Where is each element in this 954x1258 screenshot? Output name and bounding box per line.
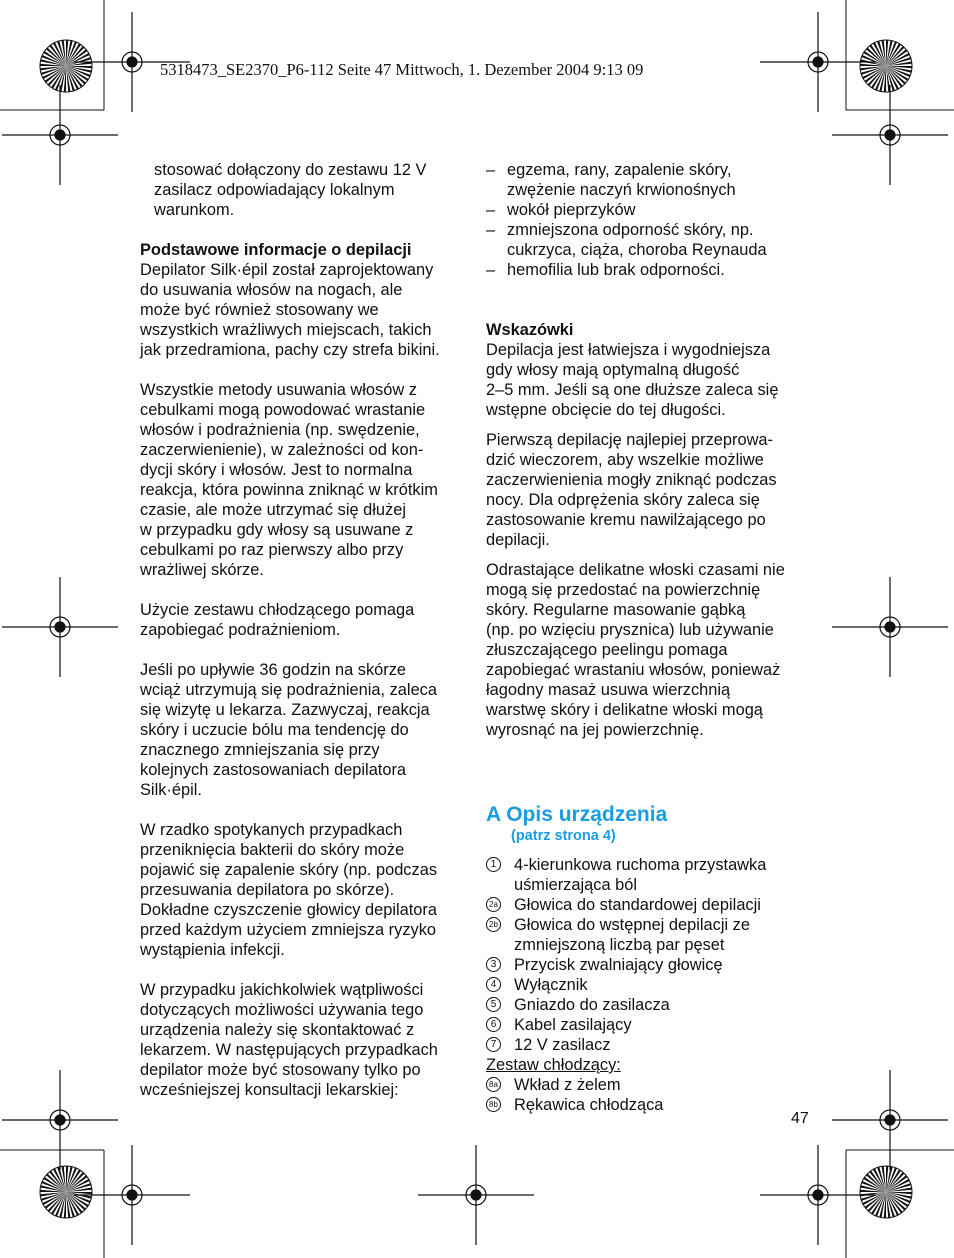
cooling-parts-list <box>486 1075 816 1115</box>
circled-number: 7 <box>486 1037 501 1052</box>
text-line: depilacji. <box>486 531 550 549</box>
text-line: zmniejszoną liczbą par pęset <box>514 936 725 954</box>
star-target-icon <box>860 1166 912 1218</box>
irritation-paragraph <box>140 660 470 800</box>
doubts-paragraph <box>140 980 470 1100</box>
list-item <box>486 1075 816 1095</box>
text-line: Głowica do wstępnej depilacji ze <box>514 916 750 934</box>
text-line: wrażliwej skórze. <box>140 561 264 579</box>
dash-marker: – <box>486 221 496 239</box>
text-line: Wkład z żelem <box>514 1076 621 1094</box>
registration-mark-icon <box>760 12 876 112</box>
registration-mark-icon <box>2 1070 118 1170</box>
list-item <box>486 895 816 915</box>
text-line: mogą się przedostać na powierzchnię <box>486 581 761 599</box>
text-line: zastosowanie kremu nawilżającego po <box>486 511 766 529</box>
basics-paragraph <box>140 260 470 360</box>
methods-paragraph <box>140 380 470 580</box>
text-line: wcześniejszej konsultacji lekarskiej: <box>140 1081 399 1099</box>
text-line: kolejnych zastosowaniach depilatora <box>140 761 407 779</box>
text-line: zasilacz odpowiadający lokalnym <box>154 181 395 199</box>
list-item <box>486 1035 816 1055</box>
text-line: 4-kierunkowa ruchoma przystawka <box>514 856 767 874</box>
text-line: Użycie zestawu chłodzącego pomaga <box>140 601 415 619</box>
text-line: wyrosnąć na jej powierzchnię. <box>486 721 704 739</box>
text-line: warunkom. <box>154 201 235 219</box>
section-title: A Opis urządzenia <box>486 803 668 826</box>
right-column <box>486 160 816 1115</box>
text-line: złuszczającego peelingu pomaga <box>486 641 728 659</box>
circled-number: 2b <box>486 917 501 932</box>
registration-mark-icon <box>2 577 118 677</box>
text-line: Depilator Silk·épil został zaprojektowany <box>140 261 434 279</box>
list-item <box>486 915 816 955</box>
dash-marker: – <box>486 201 496 219</box>
text-line: dycji skóry i włosów. Jest to normalna <box>140 461 413 479</box>
text-line: Głowica do standardowej depilacji <box>514 896 761 914</box>
text-line: skóry i uczucie bólu ma tendencję do <box>140 721 409 739</box>
parts-list <box>486 855 816 1055</box>
circled-number: 8b <box>486 1097 501 1112</box>
list-item <box>486 855 816 895</box>
text-line: zaczerwienienia mogły zniknąć podczas <box>486 471 777 489</box>
list-item <box>486 975 816 995</box>
text-line: Odrastające delikatne włoski czasami nie <box>486 561 785 579</box>
text-line: zapobiegać wrastaniu włosów, ponieważ <box>486 661 781 679</box>
circled-number: 3 <box>486 957 501 972</box>
text-line: (np. po wzięciu prysznica) lub używanie <box>486 621 774 639</box>
text-line: wokół pieprzyków <box>507 201 636 219</box>
list-item <box>486 200 816 220</box>
list-item <box>486 1095 816 1115</box>
text-line: wystąpienia infekcji. <box>140 941 285 959</box>
text-line: urządzenia należy się skontaktować z <box>140 1021 415 1039</box>
tips-paragraph-2 <box>486 430 816 550</box>
tips-heading: Wskazówki <box>486 321 574 339</box>
text-line: Pierwszą depilację najlepiej przeprowa- <box>486 431 773 449</box>
list-item <box>486 1015 816 1035</box>
text-line: zmniejszona odporność skóry, np. <box>507 221 754 239</box>
contraindications-list <box>486 160 816 280</box>
text-line: wciąż utrzymują się podrażnienia, zaleca <box>140 681 437 699</box>
text-line: cebulkami mogą powodować wrastanie <box>140 401 426 419</box>
text-line: skóry. Regularne masowanie gąbką <box>486 601 746 619</box>
text-line: nocy. Dla odprężenia skóry zaleca się <box>486 491 760 509</box>
text-line: dzić wieczorem, aby wszelkie możliwe <box>486 451 764 469</box>
circled-number: 8a <box>486 1077 501 1092</box>
list-item <box>486 220 816 260</box>
text-line: Gniazdo do zasilacza <box>514 996 670 1014</box>
text-line: warstwę skóry i delikatne włoski mogą <box>486 701 763 719</box>
text-line: włosów i podrażnienia (np. swędzenie, <box>140 421 420 439</box>
circled-number: 5 <box>486 997 501 1012</box>
text-line: W rzadko spotykanych przypadkach <box>140 821 403 839</box>
text-line: cebulkami po raz pierwszy albo przy <box>140 541 404 559</box>
text-line: wszystkich wrażliwych miejscach, takich <box>140 321 432 339</box>
text-line: dotyczących możliwości używania tego <box>140 1001 424 1019</box>
text-line: w przypadku gdy włosy są usuwane z <box>140 521 414 539</box>
text-line: gdy włosy mają optymalną długość <box>486 361 740 379</box>
text-line: się wizytę u lekarza. Zazwyczaj, reakcja <box>140 701 430 719</box>
registration-mark-icon <box>760 1145 876 1245</box>
circled-number: 1 <box>486 857 501 872</box>
registration-mark-icon <box>832 85 948 185</box>
registration-mark-icon <box>832 1070 948 1170</box>
text-line: Rękawica chłodząca <box>514 1096 664 1114</box>
list-item <box>486 260 816 280</box>
star-target-icon <box>40 1166 92 1218</box>
text-line: przed każdym użyciem zmniejsza ryzyko <box>140 921 437 939</box>
basics-heading: Podstawowe informacje o depilacji <box>140 241 412 259</box>
text-line: 12 V zasilacz <box>514 1036 611 1054</box>
text-line: jak przedramiona, pachy czy strefa bikini. <box>140 341 440 359</box>
dash-marker: – <box>486 261 496 279</box>
tips-paragraph-3 <box>486 560 816 740</box>
registration-mark-icon <box>832 577 948 677</box>
star-target-icon <box>860 40 912 92</box>
text-line: zwężenie naczyń krwionośnych <box>507 181 736 199</box>
text-line: W przypadku jakichkolwiek wątpliwości <box>140 981 424 999</box>
registration-mark-icon <box>418 1145 534 1245</box>
text-line: Wyłącznik <box>514 976 588 994</box>
left-column <box>140 160 470 1100</box>
text-line: lekarzem. W następujących przypadkach <box>140 1041 438 1059</box>
text-line: Przycisk zwalniający głowicę <box>514 956 723 974</box>
text-line: hemofilia lub brak odporności. <box>507 261 725 279</box>
text-line: Jeśli po upływie 36 godzin na skórze <box>140 661 407 679</box>
text-line: zaczerwienienie), w zależności od kon- <box>140 441 424 459</box>
text-line: cukrzyca, ciąża, choroba Reynauda <box>507 241 767 259</box>
tips-paragraph-1 <box>486 340 816 420</box>
text-line: Wszystkie metody usuwania włosów z <box>140 381 417 399</box>
list-item <box>486 955 816 975</box>
section-subtitle: (patrz strona 4) <box>511 828 616 844</box>
text-line: 2–5 mm. Jeśli są one dłuższe zaleca się <box>486 381 779 399</box>
text-line: przeniknięcia bakterii do skóry może <box>140 841 405 859</box>
circled-number: 2a <box>486 897 501 912</box>
circled-number: 4 <box>486 977 501 992</box>
registration-mark-icon <box>2 85 118 185</box>
text-line: uśmierzająca ból <box>514 876 637 894</box>
list-item <box>486 995 816 1015</box>
text-line: pojawić się zapalenie skóry (np. podczas <box>140 861 438 879</box>
text-line: Dokładne czyszczenie głowicy depilatora <box>140 901 438 919</box>
text-line: przesuwania depilatora po skórze). <box>140 881 395 899</box>
text-line: może być również stosowany we <box>140 301 379 319</box>
star-target-icon <box>40 40 92 92</box>
text-line: wstępne obcięcie do tej długości. <box>486 401 726 419</box>
text-line: Kabel zasilający <box>514 1016 632 1034</box>
text-line: Silk·épil. <box>140 781 202 799</box>
text-line: łagodny masaż usuwa wierzchnią <box>486 681 731 699</box>
intro-paragraph <box>140 160 470 220</box>
text-line: egzema, rany, zapalenie skóry, <box>507 161 732 179</box>
cooling-set-label: Zestaw chłodzący: <box>486 1056 621 1074</box>
text-line: znacznego zmniejszania się przy <box>140 741 380 759</box>
text-line: stosować dołączony do zestawu 12 V <box>154 161 427 179</box>
dash-marker: – <box>486 161 496 179</box>
bacteria-paragraph <box>140 820 470 960</box>
text-line: Depilacja jest łatwiejsza i wygodniejsza <box>486 341 771 359</box>
list-item <box>486 160 816 200</box>
circled-number: 6 <box>486 1017 501 1032</box>
text-line: czasie, ale może utrzymać się dłużej <box>140 501 406 519</box>
text-line: depilator może być stosowany tylko po <box>140 1061 421 1079</box>
print-header: 5318473_SE2370_P6-112 Seite 47 Mittwoch, 1. Dezember 2004 9:13 09 <box>160 60 644 79</box>
cooling-paragraph <box>140 600 470 640</box>
text-line: zapobiegać podrażnieniom. <box>140 621 341 639</box>
text-line: do usuwania włosów na nogach, ale <box>140 281 403 299</box>
text-line: reakcja, która powinna zniknąć w krótkim <box>140 481 438 499</box>
page-number: 47 <box>791 1110 809 1127</box>
